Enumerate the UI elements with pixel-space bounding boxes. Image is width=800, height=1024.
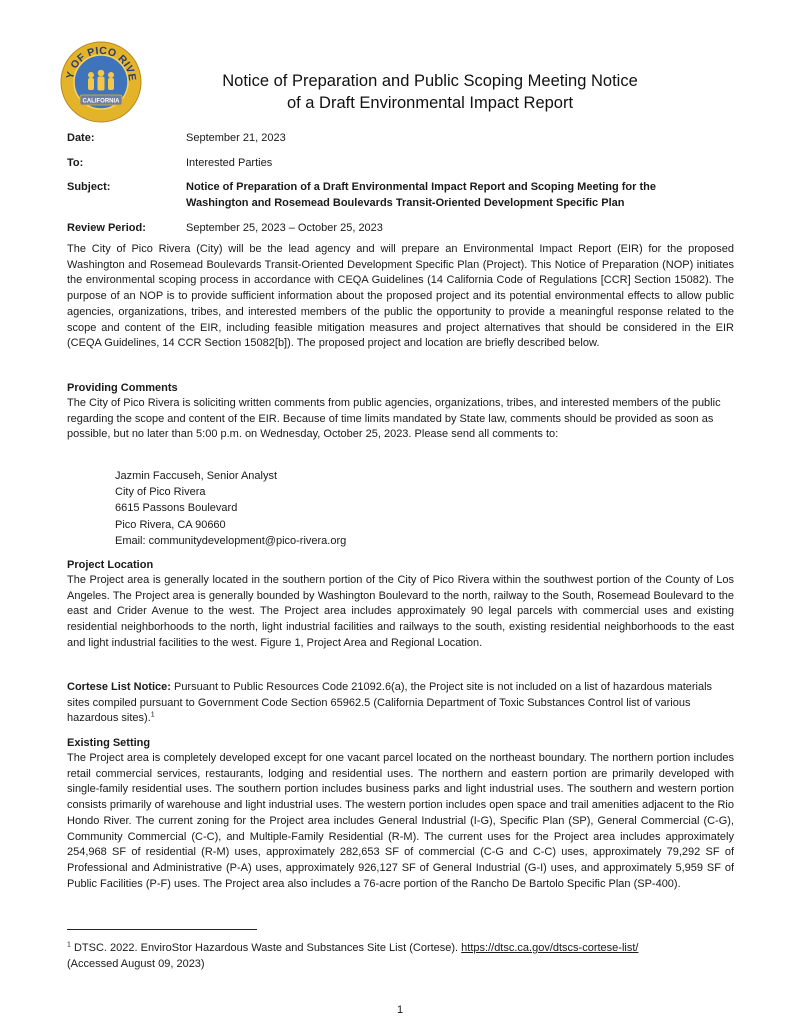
footnote-link[interactable]: https://dtsc.ca.gov/dtscs-cortese-list/ <box>461 942 639 954</box>
subject-line-2: Washington and Rosemead Boulevards Transit-Oriented Development Specific Plan <box>186 197 625 209</box>
intro-paragraph: The City of Pico Rivera (City) will be the lead agency and will prepare an Environmental Impact Report (EIR) for the proposed Washington and Rosemead Boulevards Transit-Oriented Development Specific Plan (Project). This Notice of Preparation (NOP) initiates the environmental scoping process in accordance with CEQA Guidelines (14 California Code of Regulations [CCR] Section 15082). The purpose of an NOP is to provide sufficient information about the proposed project and its potential environmental effects to allow public agencies, organizations, tribes, and interested members of the public the opportunity to provide a meaningful response related to the scope and content of the EIR, including feasible mitigation measures and project alternatives that should be considered in the EIR (CEQA Guidelines, 14 CCR Section 15082[b]). The proposed project and location are briefly described below. <box>67 243 734 350</box>
page-number: 1 <box>396 1004 404 1016</box>
subject-value <box>186 179 746 211</box>
document-title <box>160 70 700 114</box>
footnote-text: DTSC. 2022. EnviroStor Hazardous Waste and Substances Site List (Cortese). <box>70 942 462 954</box>
existing-setting-body: The Project area is completely developed except for one vacant parcel located on the northeast boundary. The northern portion includes retail commercial services, restaurants, lodging and residential uses. The northern and eastern portion are primarily developed with single-family residential uses. The southern portion includes business parks and light industrial uses. The southern and western portion consists primarily of warehouse and light industrial uses. The western portion includes open space and trail amenities adjacent to the Rio Hondo River. The current zoning for the Project area includes General Industrial (I-G), Specific Plan (SP), General Commercial (C-G), Community Commercial (C-C), and Multiple-Family Residential (R-M). The current uses for the Project area includes approximately 254,968 SF of residential (R-M) uses, approximately 282,653 SF of commercial (C-G and C-C) uses, approximately 79,292 SF of Professional and Administrative (P-A) uses, approximately 926,127 SF of General Industrial (G-I) uses, and approximately 5,959 SF of Public Facilities (P-F) uses. The Project area also includes a 76-acre portion of the Rancho De Bartolo Specific Plan (SP-400). <box>67 752 734 890</box>
contact-city: Pico Rivera, CA 90660 <box>115 518 226 531</box>
review-period-label: Review Period: <box>67 222 146 234</box>
city-seal-logo <box>60 41 142 123</box>
footnote-divider <box>67 929 257 930</box>
project-location-heading: Project Location <box>67 559 154 571</box>
contact-street: 6615 Passons Boulevard <box>115 502 238 515</box>
project-location-body: The Project area is generally located in the southern portion of the City of Pico Rivera within the southwest portion of the County of Los Angeles. The Project area is generally bounded by Washington Boulevard to the north, railway to the South, Rosemead Boulevard to the east and Crider Avenue to the west. The Project area includes approximately 90 legal parcels with commercial uses and existing residential neighborhoods to the north, light industrial facilities and railways to the south, existing residential neighborhoods to the east and light industrial facilities to the west. Figure 1, Project Area and Regional Location. <box>67 574 734 649</box>
footnote <box>67 941 737 972</box>
footnote-accessed: (Accessed August 09, 2023) <box>67 957 205 970</box>
footnote-number: 1 <box>67 941 71 949</box>
title-line-2: of a Draft Environmental Impact Report <box>286 94 574 112</box>
to-value: Interested Parties <box>186 157 273 169</box>
seal-banner-text: CALIFORNIA <box>82 98 120 105</box>
contact-email: Email: communitydevelopment@pico-rivera.org <box>115 534 347 547</box>
title-line-1: Notice of Preparation and Public Scoping Meeting Notice <box>222 72 638 90</box>
cortese-body: Pursuant to Public Resources Code 21092.6(a), the Project site is not included on a list of hazardous materials sites compiled pursuant to Government Code Section 65962.5 (California Department of Toxic Substances Control list of various hazardous sites). <box>67 681 713 725</box>
seal-ring-text: Y OF PICO RIVE <box>64 44 139 82</box>
existing-setting-heading: Existing Setting <box>67 737 151 749</box>
contact-org: City of Pico Rivera <box>115 486 206 499</box>
providing-comments-body: The City of Pico Rivera is soliciting written comments from public agencies, organizations, tribes, and interested members of the public regarding the scope and content of the EIR. Because of time limits mandated by State law, comments should be provided as soon as possible, but no later than 5:00 p.m. on Wednesday, October 25, 2023. Please send all comments to: <box>67 397 721 441</box>
subject-line-1: Notice of Preparation of a Draft Environmental Impact Report and Scoping Meeting for the <box>186 181 656 193</box>
review-period-value: September 25, 2023 – October 25, 2023 <box>186 222 383 234</box>
subject-label: Subject: <box>67 181 111 193</box>
providing-comments-heading: Providing Comments <box>67 382 178 394</box>
date-value: September 21, 2023 <box>186 132 286 144</box>
cortese-label: Cortese List Notice: <box>67 681 171 693</box>
to-label: To: <box>67 157 84 169</box>
contact-name: Jazmin Faccuseh, Senior Analyst <box>115 470 278 482</box>
contact-address-block <box>115 468 346 549</box>
date-label: Date: <box>67 132 95 144</box>
cortese-footnote-ref[interactable]: 1 <box>150 711 155 719</box>
cortese-paragraph <box>67 680 734 727</box>
